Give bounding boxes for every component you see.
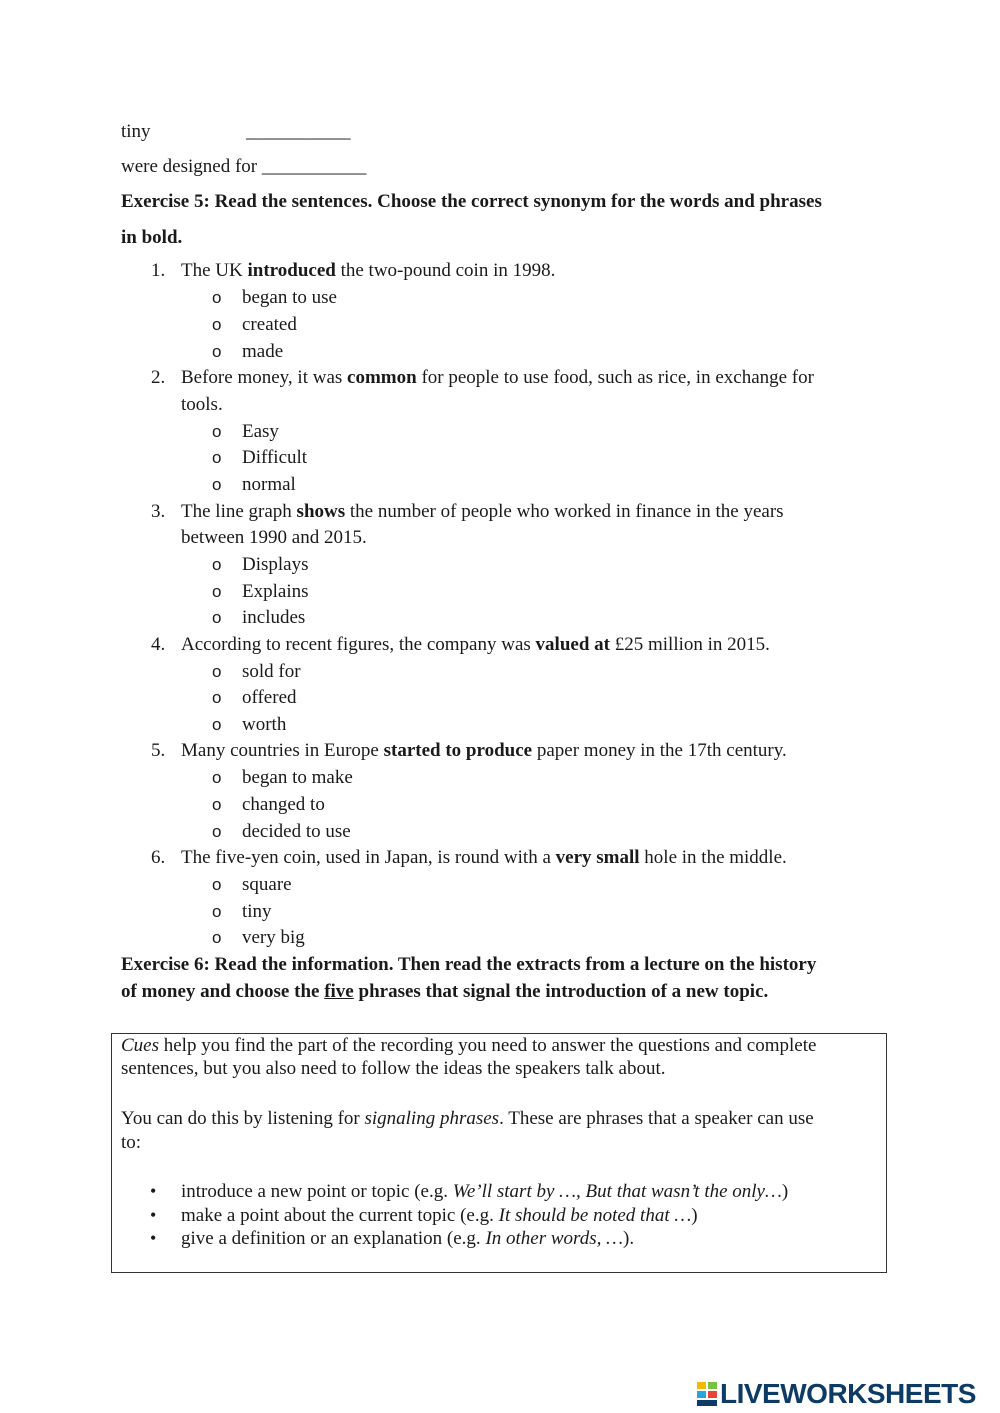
question-4 [151, 634, 770, 656]
question-bold-term: valued at [535, 634, 610, 655]
option-label: offered [242, 687, 297, 708]
info-p1-line2: sentences, but you also need to follow the ideas the speakers talk about. [121, 1058, 666, 1079]
bullet-text-pre: make a point about the current topic (e.g. [181, 1205, 499, 1226]
answer-option[interactable] [212, 821, 351, 843]
question-continuation: between 1990 and 2015. [181, 527, 367, 548]
question-1 [151, 260, 555, 282]
option-label: made [242, 341, 284, 362]
question-text-pre: According to recent figures, the company was [181, 634, 536, 655]
question-bold-term: very small [555, 847, 640, 868]
info-p2-post: . These are phrases that a speaker can use [499, 1108, 814, 1129]
question-number: 6. [151, 847, 166, 868]
answer-option[interactable] [212, 447, 307, 469]
question-text-pre: Many countries in Europe [181, 740, 384, 761]
answer-option[interactable] [212, 607, 305, 629]
info-p1-line1-rest: help you find the part of the recording you need to answer the questions and complete [159, 1035, 817, 1056]
question-bold-term: shows [296, 501, 346, 522]
exercise6-line2-post: phrases that signal the introduction of a new topic. [353, 981, 769, 1002]
question-2 [151, 367, 814, 389]
question-text-post: paper money in the 17th century. [532, 740, 787, 761]
logo-text: LIVEWORKSHEETS [720, 1378, 976, 1409]
question-bold-term: introduced [247, 260, 336, 281]
option-label: Explains [242, 581, 309, 602]
designed-for-line: were designed for ___________ [121, 156, 367, 177]
info-bullet-item [181, 1228, 634, 1250]
option-label: Displays [242, 554, 309, 575]
answer-option[interactable] [212, 554, 309, 576]
question-text-pre: Before money, it was [181, 367, 348, 388]
question-text-post: the two-pound coin in 1998. [335, 260, 556, 281]
option-circle-icon: o [212, 422, 222, 441]
exercise5-title: Exercise 5 [121, 191, 204, 212]
option-label: changed to [242, 794, 325, 815]
option-label: includes [242, 607, 306, 628]
option-label: Easy [242, 421, 279, 442]
question-text-pre: The line graph [181, 501, 297, 522]
exercise6-five-underlined: five [324, 981, 354, 1002]
answer-option[interactable] [212, 661, 301, 683]
info-bullet-item [181, 1181, 788, 1203]
answer-option[interactable] [212, 421, 279, 443]
question-text-post: hole in the middle. [639, 847, 787, 868]
question-text-post: £25 million in 2015. [609, 634, 770, 655]
option-circle-icon: o [212, 662, 222, 681]
question-text-pre: The five-yen coin, used in Japan, is round with a [181, 847, 556, 868]
question-bold-term: common [347, 367, 417, 388]
bullet-dot-icon: • [150, 1181, 157, 1201]
bullet-text-post: ) [691, 1205, 698, 1226]
option-circle-icon: o [212, 582, 222, 601]
answer-option[interactable] [212, 287, 337, 309]
answer-option[interactable] [212, 687, 297, 709]
bullet-text-post: ) [781, 1181, 789, 1202]
question-text-pre: The UK [181, 260, 248, 281]
info-p2-line2: to: [121, 1132, 142, 1153]
option-label: worth [242, 714, 287, 735]
info-p2-pre: You can do this by listening for [121, 1108, 365, 1129]
question-number: 5. [151, 740, 166, 761]
exercise6-heading-line1: Exercise 6: Read the information. Then read the extracts from a lecture on the history [121, 954, 817, 975]
bullet-dot-icon: • [150, 1205, 157, 1225]
answer-option[interactable] [212, 314, 297, 336]
option-label: square [242, 874, 292, 895]
signaling-phrases-italic: signaling phrases [364, 1108, 500, 1129]
cues-italic: Cues [121, 1035, 159, 1056]
question-number: 3. [151, 501, 166, 522]
info-bullet-item [181, 1205, 698, 1227]
bullet-text-pre: introduce a new point or topic (e.g. [181, 1181, 453, 1202]
answer-option[interactable] [212, 874, 292, 896]
answer-option[interactable] [212, 901, 272, 923]
info-p1-line1 [121, 1035, 816, 1057]
answer-option[interactable] [212, 341, 283, 363]
option-circle-icon: o [212, 795, 222, 814]
question-bold-term: started to produce [383, 740, 533, 761]
option-label: Difficult [242, 447, 308, 468]
exercise5-instruction-line2: in bold. [121, 227, 183, 248]
exercise6-heading-line2 [121, 981, 768, 1003]
question-number: 1. [151, 260, 166, 281]
question-number: 4. [151, 634, 166, 655]
liveworksheets-logo [697, 1379, 976, 1409]
option-label: began to use [242, 287, 337, 308]
question-5 [151, 740, 787, 762]
bullet-example-italic: We’ll start by …, But that wasn’t the only… [452, 1181, 782, 1202]
info-p2-line1 [121, 1108, 814, 1130]
option-circle-icon: o [212, 555, 222, 574]
option-circle-icon: o [212, 928, 222, 947]
option-label: normal [242, 474, 296, 495]
option-circle-icon: o [212, 288, 222, 307]
question-text-post: the number of people who worked in finance in the years [345, 501, 784, 522]
bullet-text-post: ). [623, 1228, 635, 1249]
answer-option[interactable] [212, 714, 286, 736]
answer-option[interactable] [212, 767, 353, 789]
question-text-post: for people to use food, such as rice, in exchange for [416, 367, 814, 388]
exercise5-instruction-line1: Read the sentences. Choose the correct synonym for the words and phrases [214, 191, 822, 212]
option-label: sold for [242, 661, 301, 682]
question-6 [151, 847, 787, 869]
option-circle-icon: o [212, 715, 222, 734]
answer-option[interactable] [212, 927, 305, 949]
option-circle-icon: o [212, 475, 222, 494]
option-label: began to make [242, 767, 353, 788]
option-circle-icon: o [212, 315, 222, 334]
option-circle-icon: o [212, 608, 222, 627]
option-circle-icon: o [212, 342, 222, 361]
option-circle-icon: o [212, 688, 222, 707]
logo-mark-icon [697, 1382, 717, 1406]
answer-option[interactable] [212, 474, 296, 496]
answer-option[interactable] [212, 794, 325, 816]
option-label: very big [242, 927, 305, 948]
question-continuation: tools. [181, 394, 223, 415]
option-label: decided to use [242, 821, 351, 842]
option-circle-icon: o [212, 902, 222, 921]
bullet-dot-icon: • [150, 1228, 157, 1248]
exercise5-heading: Exercise 5: Read the sentences. Choose the correct synonym for the words and phrases [121, 191, 822, 212]
option-circle-icon: o [212, 768, 222, 787]
bullet-example-italic: In other words, … [485, 1228, 624, 1249]
exercise6-line2-pre: of money and choose the [121, 981, 325, 1002]
option-circle-icon: o [212, 875, 222, 894]
tiny-answer-blank[interactable]: ___________ [246, 121, 351, 142]
option-circle-icon: o [212, 448, 222, 467]
question-number: 2. [151, 367, 166, 388]
option-label: tiny [242, 901, 272, 922]
question-3 [151, 501, 784, 523]
option-label: created [242, 314, 297, 335]
bullet-example-italic: It should be noted that … [498, 1205, 692, 1226]
tiny-label: tiny [121, 121, 151, 142]
answer-option[interactable] [212, 581, 309, 603]
option-circle-icon: o [212, 822, 222, 841]
bullet-text-pre: give a definition or an explanation (e.g. [181, 1228, 486, 1249]
